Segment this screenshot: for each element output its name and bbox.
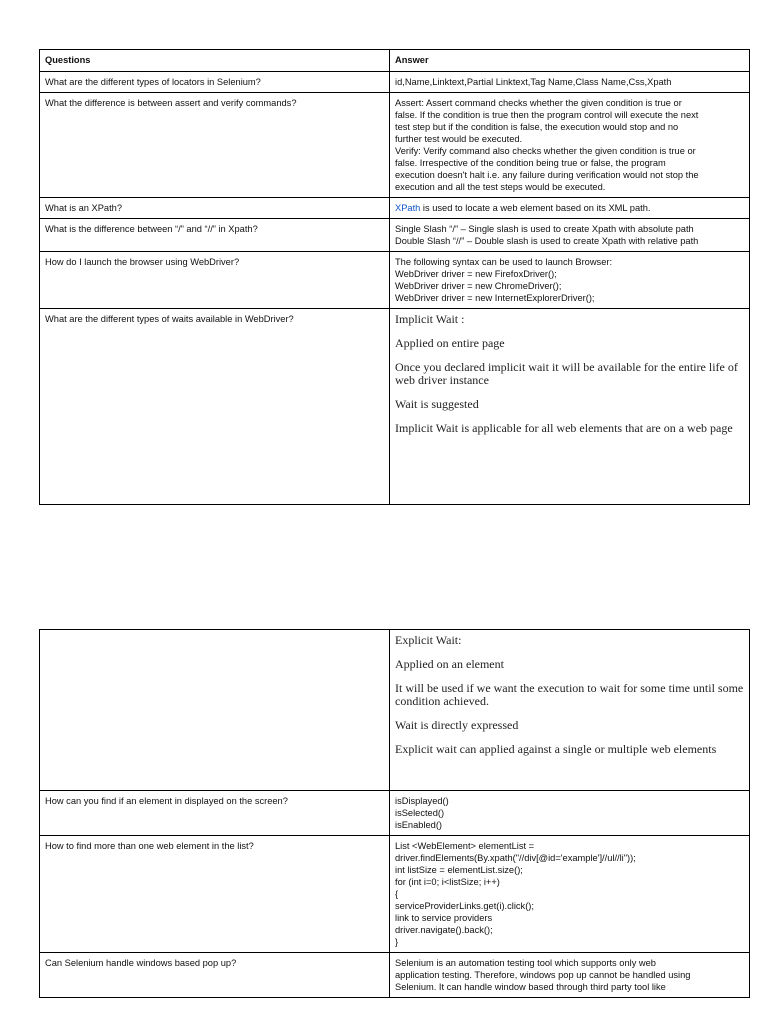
qa-table-page-2 — [39, 629, 750, 998]
answer-line: further test would be executed. — [395, 134, 523, 144]
wait-paragraph: Applied on entire page — [395, 336, 505, 350]
wait-paragraph: Wait is directly expressed — [395, 718, 519, 732]
code-line: { — [395, 889, 399, 899]
answer-text: is used to locate a web element based on its XML path. — [420, 203, 651, 213]
table-row — [40, 630, 750, 791]
answer-line: execution and all the test steps would be executed. — [395, 182, 606, 192]
table-row — [40, 953, 750, 998]
answer-cell — [390, 198, 750, 219]
answer-cell — [390, 93, 750, 198]
answer-cell — [390, 836, 750, 953]
answer-line: Verify: Verify command also checks whether the given condition is true or — [395, 146, 696, 156]
answer-line: WebDriver driver = new InternetExplorerDriver(); — [395, 293, 595, 303]
question-cell: What are the different types of waits available in WebDriver? — [40, 309, 390, 505]
answer-line: false. Irrespective of the condition being true or false, the program — [395, 158, 666, 168]
answer-line: Single Slash “/” – Single slash is used to create Xpath with absolute path — [395, 224, 694, 234]
question-cell: How do I launch the browser using WebDriver? — [40, 252, 390, 309]
wait-paragraph: Explicit wait can applied against a single or multiple web elements — [395, 742, 717, 756]
table-row — [40, 309, 750, 505]
qa-table-page-1 — [39, 49, 750, 505]
table-row — [40, 72, 750, 93]
answer-cell — [390, 219, 750, 252]
answer-line: Selenium is an automation testing tool which supports only web — [395, 958, 656, 968]
wait-paragraph: Once you declared implicit wait it will be available for the entire life of web driver instance — [395, 360, 738, 387]
answer-cell — [390, 309, 750, 505]
question-cell: How can you find if an element in displayed on the screen? — [40, 791, 390, 836]
code-line: int listSize = elementList.size(); — [395, 865, 523, 875]
table-row — [40, 198, 750, 219]
table-row — [40, 791, 750, 836]
header-questions: Questions — [40, 50, 390, 72]
wait-paragraph: Wait is suggested — [395, 397, 479, 411]
question-cell — [40, 630, 390, 791]
answer-line: The following syntax can be used to launch Browser: — [395, 257, 613, 267]
wait-paragraph: Explicit Wait: — [395, 633, 462, 647]
answer-line: WebDriver driver = new ChromeDriver(); — [395, 281, 562, 291]
answer-line: execution doesn't halt i.e. any failure during verification would not stop the — [395, 170, 699, 180]
code-line: link to service providers — [395, 913, 493, 923]
wait-paragraph: Implicit Wait : — [395, 312, 465, 326]
answer-line: application testing. Therefore, windows pop up cannot be handled using — [395, 970, 691, 980]
answer-cell — [390, 252, 750, 309]
code-line: for (int i=0; i<listSize; i++) — [395, 877, 500, 887]
table-row — [40, 252, 750, 309]
question-cell: What are the different types of locators in Selenium? — [40, 72, 390, 93]
question-cell: What is the difference between “/” and “//” in Xpath? — [40, 219, 390, 252]
answer-line: WebDriver driver = new FirefoxDriver(); — [395, 269, 557, 279]
table-header-row — [40, 50, 750, 72]
answer-line: isDisplayed() — [395, 796, 449, 806]
answer-line: false. If the condition is true then the program control will execute the next — [395, 110, 699, 120]
answer-line: test step but if the condition is false, the execution would stop and no — [395, 122, 679, 132]
code-line: List <WebElement> elementList = — [395, 841, 535, 851]
wait-paragraph: It will be used if we want the execution to wait for some time until some condition achieved. — [395, 681, 744, 708]
answer-line: Assert: Assert command checks whether the given condition is true or — [395, 98, 682, 108]
answer-line: Double Slash “//” – Double slash is used to create Xpath with relative path — [395, 236, 699, 246]
answer-cell — [390, 630, 750, 791]
answer-cell: id,Name,Linktext,Partial Linktext,Tag Name,Class Name,Css,Xpath — [390, 72, 750, 93]
wait-paragraph: Applied on an element — [395, 657, 504, 671]
answer-line: Selenium. It can handle window based through third party tool like — [395, 982, 666, 992]
table-row — [40, 219, 750, 252]
question-cell: What is an XPath? — [40, 198, 390, 219]
code-line: driver.findElements(By.xpath("//div[@id='example']//ul//li")); — [395, 853, 636, 863]
answer-line: isSelected() — [395, 808, 445, 818]
question-cell: How to find more than one web element in the list? — [40, 836, 390, 953]
question-cell: What the difference is between assert and verify commands? — [40, 93, 390, 198]
question-cell: Can Selenium handle windows based pop up? — [40, 953, 390, 998]
answer-cell — [390, 791, 750, 836]
table-row — [40, 836, 750, 953]
answer-cell — [390, 953, 750, 998]
header-answer: Answer — [390, 50, 750, 72]
code-line: serviceProviderLinks.get(i).click(); — [395, 901, 534, 911]
xpath-link[interactable]: XPath — [395, 203, 421, 213]
code-line: } — [395, 937, 399, 947]
code-line: driver.navigate().back(); — [395, 925, 493, 935]
table-row — [40, 93, 750, 198]
answer-line: isEnabled() — [395, 820, 443, 830]
wait-paragraph: Implicit Wait is applicable for all web elements that are on a web page — [395, 421, 733, 435]
